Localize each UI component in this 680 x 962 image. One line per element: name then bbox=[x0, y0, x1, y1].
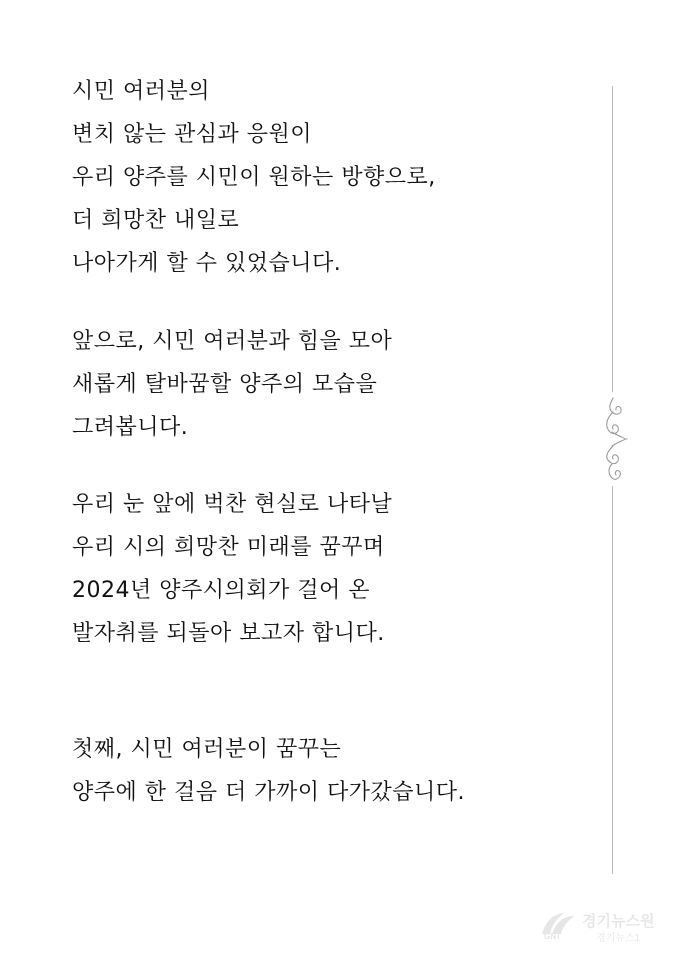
text-line: 새롭게 탈바꿈할 양주의 모습을 bbox=[72, 372, 378, 397]
watermark-name: 경기뉴스원 bbox=[582, 913, 655, 930]
text-line: 2024년 양주시의회가 걸어 온 bbox=[72, 578, 370, 603]
text-line: 시민 여러분의 bbox=[72, 79, 211, 104]
flourish-ornament-icon bbox=[598, 396, 628, 482]
paragraph-2 bbox=[72, 320, 592, 449]
paragraph-1 bbox=[72, 70, 592, 285]
text-line: 그려봅니다. bbox=[72, 415, 189, 440]
text-line: 첫째, 시민 여러분이 꿈꾸는 bbox=[72, 737, 342, 762]
text-line: 우리 양주를 시민이 원하는 방향으로, bbox=[72, 165, 436, 190]
text-line: 나아가게 할 수 있었습니다. bbox=[72, 251, 342, 276]
divider-line-bottom bbox=[612, 486, 613, 874]
divider-line-top bbox=[612, 86, 613, 392]
text-line: 우리 눈 앞에 벅찬 현실로 나타날 bbox=[72, 492, 393, 517]
text-line: 발자취를 되돌아 보고자 합니다. bbox=[72, 621, 385, 646]
watermark bbox=[538, 906, 668, 946]
text-line: 앞으로, 시민 여러분과 힘을 모아 bbox=[72, 329, 393, 354]
logo-text: GNT bbox=[544, 932, 561, 940]
news-logo-icon bbox=[538, 910, 578, 940]
paragraph-4 bbox=[72, 728, 592, 814]
text-line: 우리 시의 희망찬 미래를 꿈꾸며 bbox=[72, 535, 385, 560]
text-line: 양주에 한 걸음 더 가까이 다가갔습니다. bbox=[72, 780, 465, 805]
text-line: 변치 않는 관심과 응원이 bbox=[72, 122, 313, 147]
text-line: 더 희망찬 내일로 bbox=[72, 208, 240, 233]
watermark-subname: 경기뉴스1 bbox=[596, 933, 641, 944]
paragraph-3 bbox=[72, 483, 592, 655]
